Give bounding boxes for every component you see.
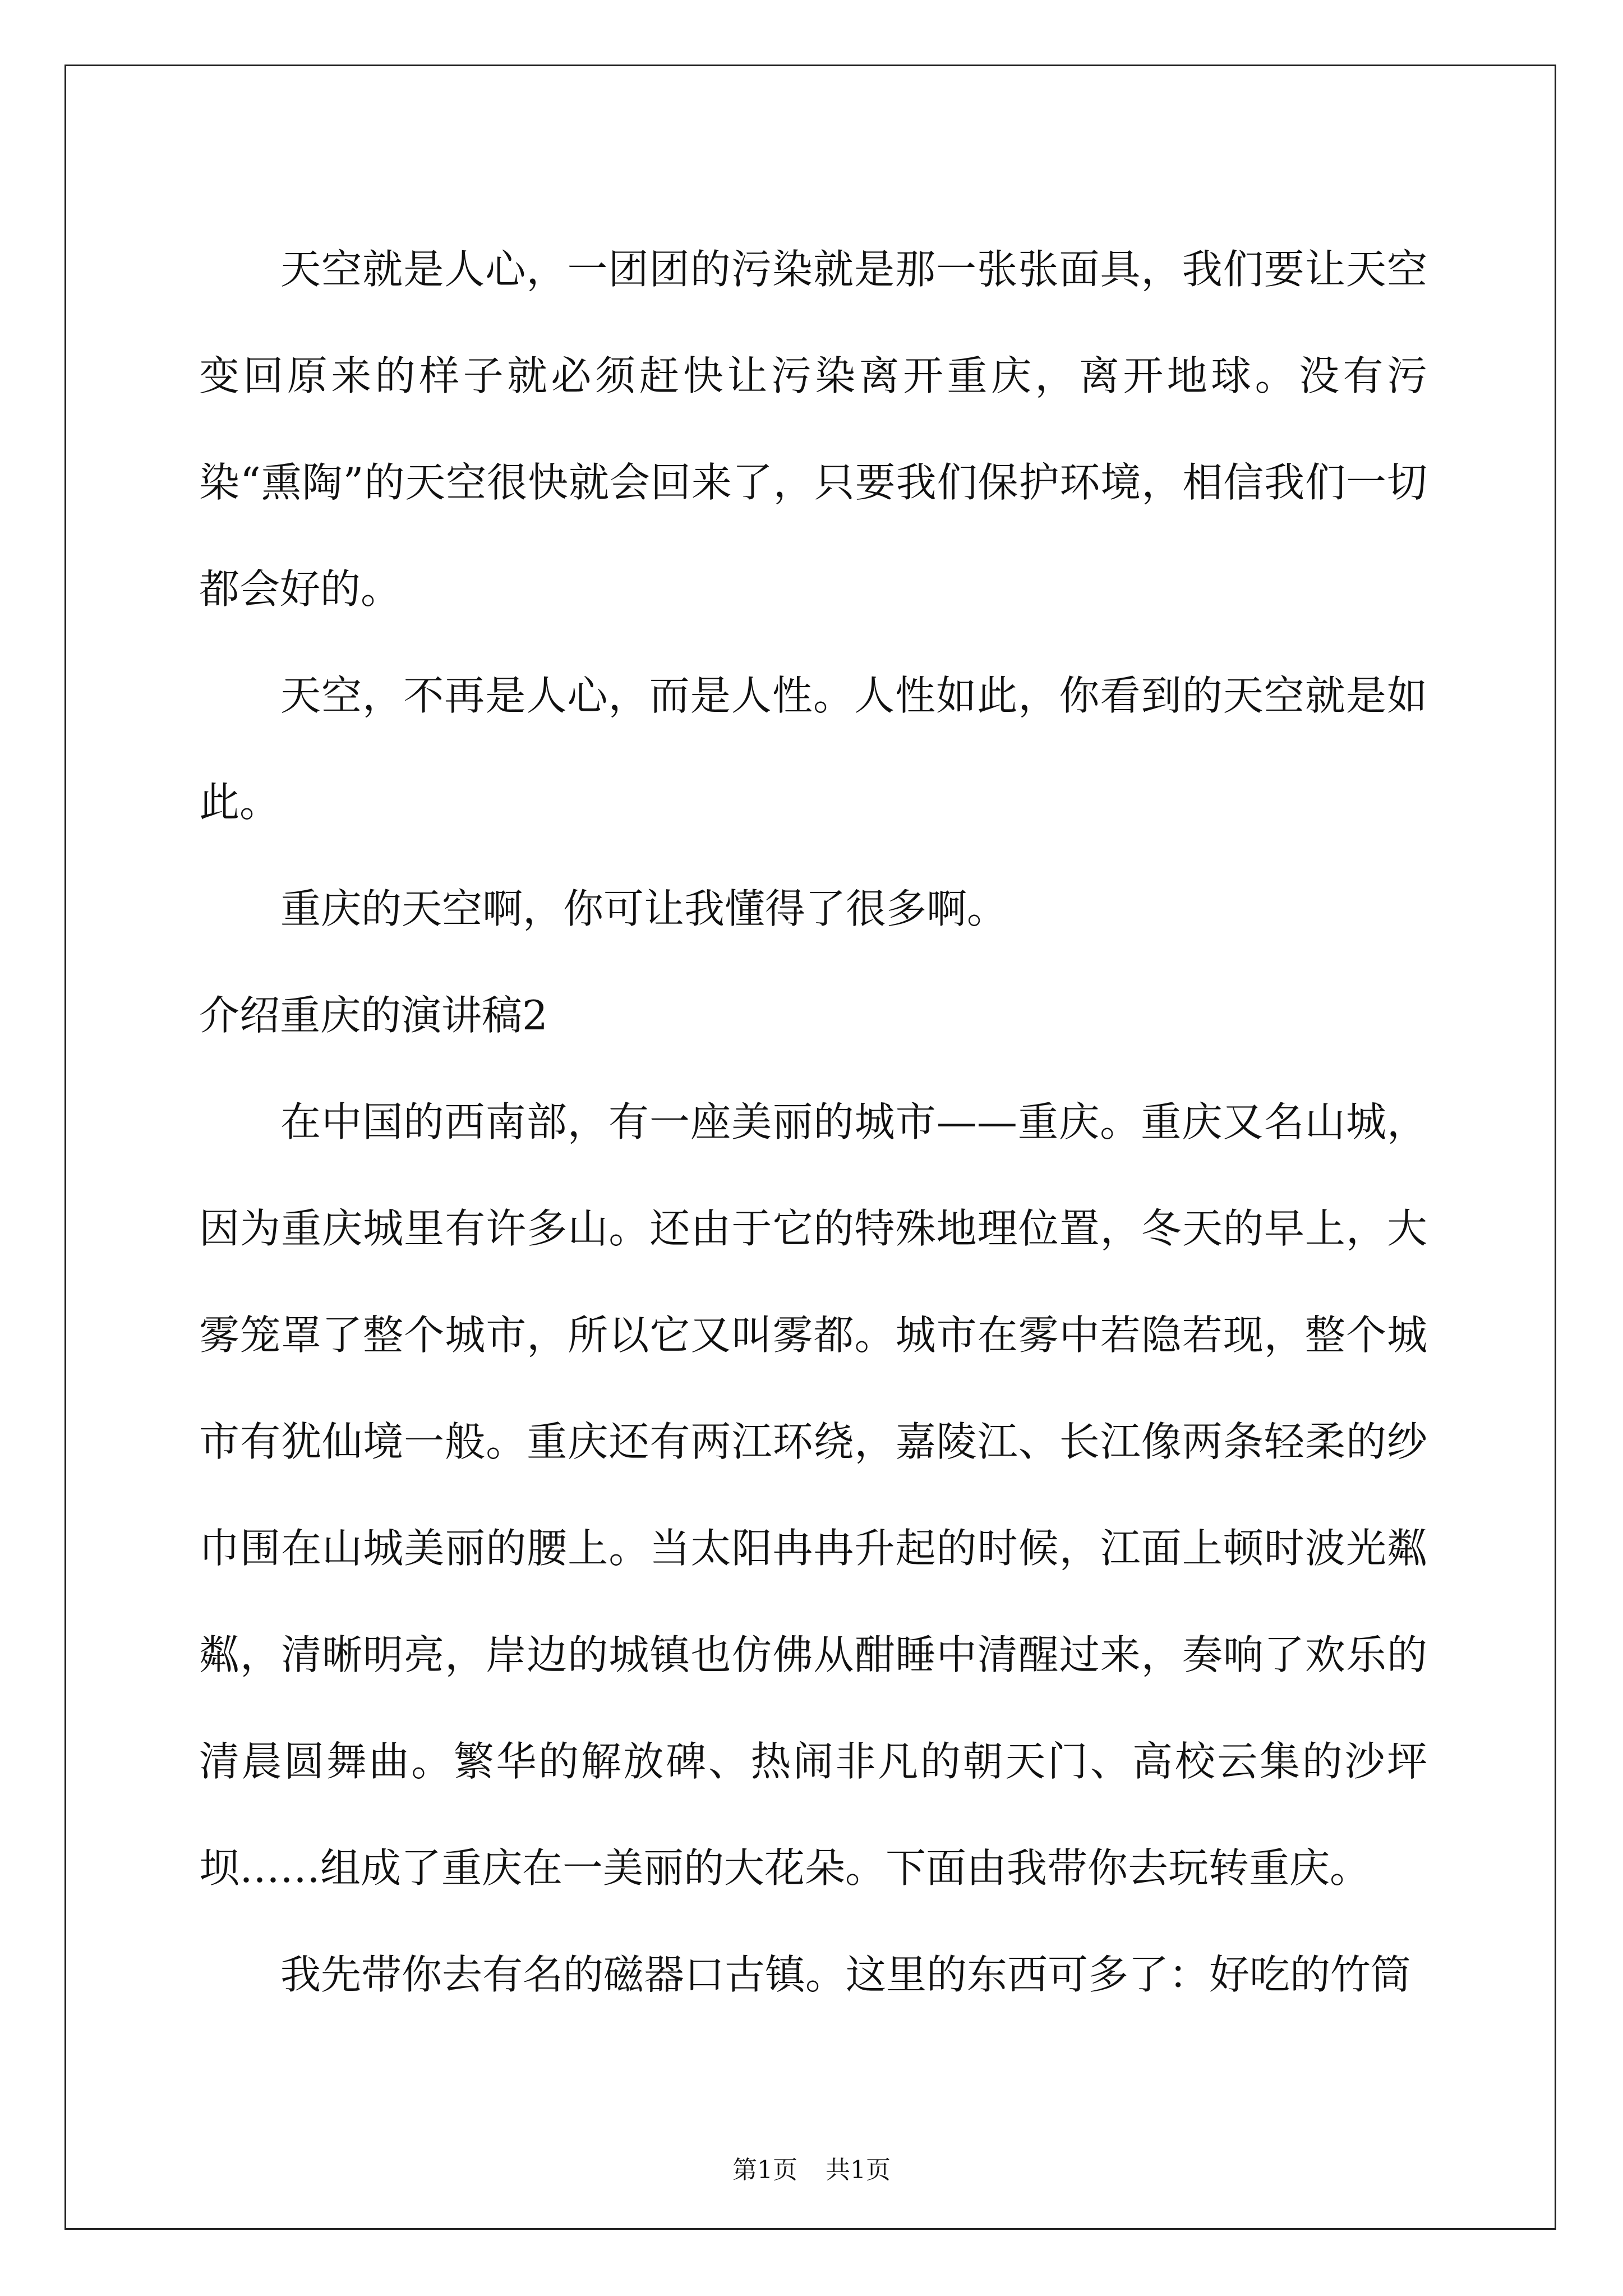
paragraph-3: 重庆的天空啊，你可让我懂得了很多啊。	[280, 885, 1008, 932]
page-total: 共1页	[826, 2156, 891, 2184]
paragraph-4: 在中国的西南部，有一座美丽的城市——重庆。重庆又名山城，因为重庆城里有许多山。还由于它的特殊地理位置，冬天的早上，大雾笼罩了整个城市，所以它又叫雾都。城市在雾中若隐若现，整个城市有犹仙境一般。重庆还有两江环绕，嘉陵江、长江像两条轻柔的纱巾围在山城美丽的腰上。当太阳冉冉升起的时候，江面上顿时波光粼粼，清晰明亮，岸边的城镇也仿佛从酣睡中清醒过来，奏响了欢乐的清晨圆舞曲。繁华的解放碑、热闹非凡的朝天门、高校云集的沙坪坝……组成了重庆在一美丽的大花朵。下面由我带你去玩转重庆。	[199, 1098, 1427, 1892]
section-heading: 介绍重庆的演讲稿2	[199, 992, 548, 1039]
document-body	[199, 216, 1427, 2028]
page-footer	[0, 2150, 1623, 2185]
paragraph-1: 天空就是人心，一团团的污染就是那一张张面具，我们要让天空变回原来的样子就必须赶快让污染离开重庆，离开地球。没有污染“熏陶”的天空很快就会回来了，只要我们保护环境，相信我们一切都会好的。	[199, 246, 1427, 613]
page-number: 第1页	[732, 2156, 797, 2184]
paragraph-2: 天空，不再是人心，而是人性。人性如此，你看到的天空就是如此。	[199, 672, 1427, 826]
paragraph-5: 我先带你去有名的磁器口古镇。这里的东西可多了：好吃的竹筒	[280, 1951, 1412, 1998]
